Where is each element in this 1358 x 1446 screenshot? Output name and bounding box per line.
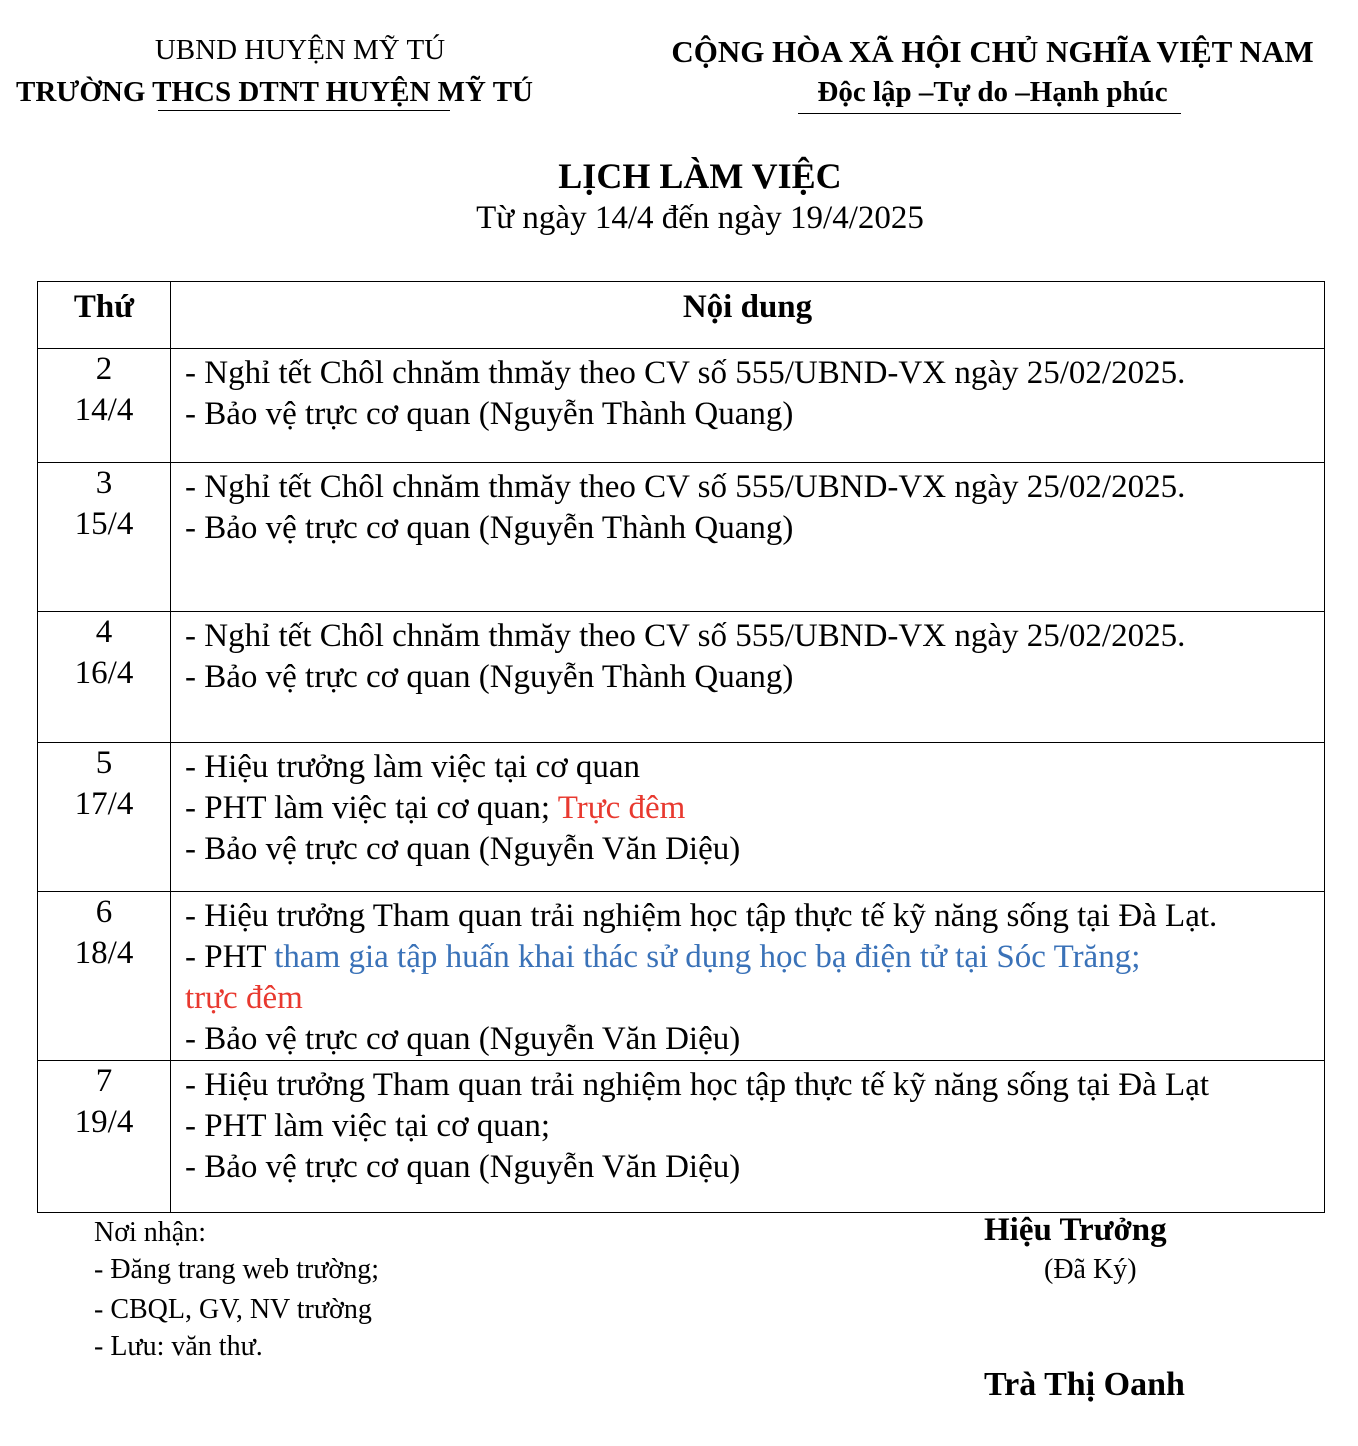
schedule-table — [37, 281, 1325, 1213]
content-text: - PHT — [185, 939, 275, 975]
content-line: - Bảo vệ trực cơ quan (Nguyễn Văn Diệu) — [185, 831, 741, 867]
document-subtitle: Từ ngày 14/4 đến ngày 19/4/2025 — [476, 200, 924, 236]
content-line: - Nghỉ tết Chôl chnăm thmăy theo CV số 555/UBND-VX ngày 25/02/2025. — [185, 355, 1186, 391]
table-row — [38, 743, 1325, 892]
content-cell — [171, 463, 1325, 612]
day-date: 14/4 — [74, 392, 134, 428]
content-cell — [171, 612, 1325, 743]
day-number: 3 — [95, 465, 113, 501]
content-line: - Bảo vệ trực cơ quan (Nguyễn Văn Diệu) — [185, 1021, 741, 1057]
table-row — [38, 892, 1325, 1061]
day-number: 2 — [95, 351, 113, 387]
content-line: - Bảo vệ trực cơ quan (Nguyễn Thành Quang) — [185, 659, 794, 695]
header-day: Thứ — [38, 282, 171, 349]
day-cell — [38, 463, 171, 612]
content-cell — [171, 743, 1325, 892]
table-row — [38, 463, 1325, 612]
header-content: Nội dung — [171, 282, 1325, 349]
content-cell — [171, 1061, 1325, 1213]
day-cell — [38, 612, 171, 743]
table-row — [38, 349, 1325, 463]
day-number: 6 — [95, 894, 113, 930]
content-line: - Hiệu trưởng Tham quan trải nghiệm học tập thực tế kỹ năng sống tại Đà Lạt — [185, 1067, 1210, 1103]
school-name: TRƯỜNG THCS DTNT HUYỆN MỸ TÚ — [16, 76, 533, 108]
content-line: - Nghỉ tết Chôl chnăm thmăy theo CV số 555/UBND-VX ngày 25/02/2025. — [185, 469, 1186, 505]
table-header-row — [38, 282, 1325, 349]
day-number: 4 — [95, 614, 113, 650]
signed-note: (Đã Ký) — [1044, 1254, 1137, 1285]
content-line: - Bảo vệ trực cơ quan (Nguyễn Văn Diệu) — [185, 1149, 741, 1185]
training-text: tham gia tập huấn khai thác sử dụng học bạ điện tử tại Sóc Trăng; — [274, 939, 1141, 975]
content-cell — [171, 892, 1325, 1061]
day-number: 7 — [95, 1063, 113, 1099]
content-line: - Bảo vệ trực cơ quan (Nguyễn Thành Quang) — [185, 396, 794, 432]
day-date: 15/4 — [74, 506, 134, 542]
document-title: LỊCH LÀM VIỆC — [558, 156, 842, 196]
recipients-title: Nơi nhận: — [94, 1217, 207, 1248]
content-line: - Nghỉ tết Chôl chnăm thmăy theo CV số 555/UBND-VX ngày 25/02/2025. — [185, 618, 1186, 654]
content-line — [185, 937, 1324, 978]
recipient-item: - CBQL, GV, NV trường — [94, 1294, 372, 1325]
motto-underline — [798, 113, 1181, 114]
day-cell — [38, 892, 171, 1061]
recipient-item: - Lưu: văn thư. — [94, 1331, 263, 1362]
night-duty-text: Trực đêm — [557, 790, 686, 826]
day-cell — [38, 1061, 171, 1213]
content-line: - PHT làm việc tại cơ quan; — [185, 1108, 551, 1144]
agency-name: UBND HUYỆN MỸ TÚ — [154, 34, 446, 66]
table-row — [38, 612, 1325, 743]
national-title: CỘNG HÒA XÃ HỘI CHỦ NGHĨA VIỆT NAM — [671, 34, 1314, 69]
table-row — [38, 1061, 1325, 1213]
day-date: 16/4 — [74, 655, 134, 691]
content-text: - PHT làm việc tại cơ quan; — [185, 790, 558, 826]
school-name-underline — [158, 110, 450, 111]
day-date: 18/4 — [74, 935, 134, 971]
content-line: - Hiệu trưởng làm việc tại cơ quan — [185, 749, 641, 785]
content-cell — [171, 349, 1325, 463]
day-cell — [38, 743, 171, 892]
day-number: 5 — [95, 745, 113, 781]
signer-title: Hiệu Trưởng — [984, 1212, 1167, 1248]
content-line: - Hiệu trưởng Tham quan trải nghiệm học tập thực tế kỹ năng sống tại Đà Lạt. — [185, 898, 1218, 934]
recipient-item: - Đăng trang web trường; — [94, 1254, 380, 1285]
content-line — [185, 788, 1324, 829]
content-line: - Bảo vệ trực cơ quan (Nguyễn Thành Quang) — [185, 510, 794, 546]
day-date: 19/4 — [74, 1104, 134, 1140]
signer-name: Trà Thị Oanh — [984, 1366, 1185, 1403]
night-duty-text: trực đêm — [185, 980, 303, 1016]
day-date: 17/4 — [74, 786, 134, 822]
day-cell — [38, 349, 171, 463]
national-motto: Độc lập –Tự do –Hạnh phúc — [817, 76, 1168, 108]
